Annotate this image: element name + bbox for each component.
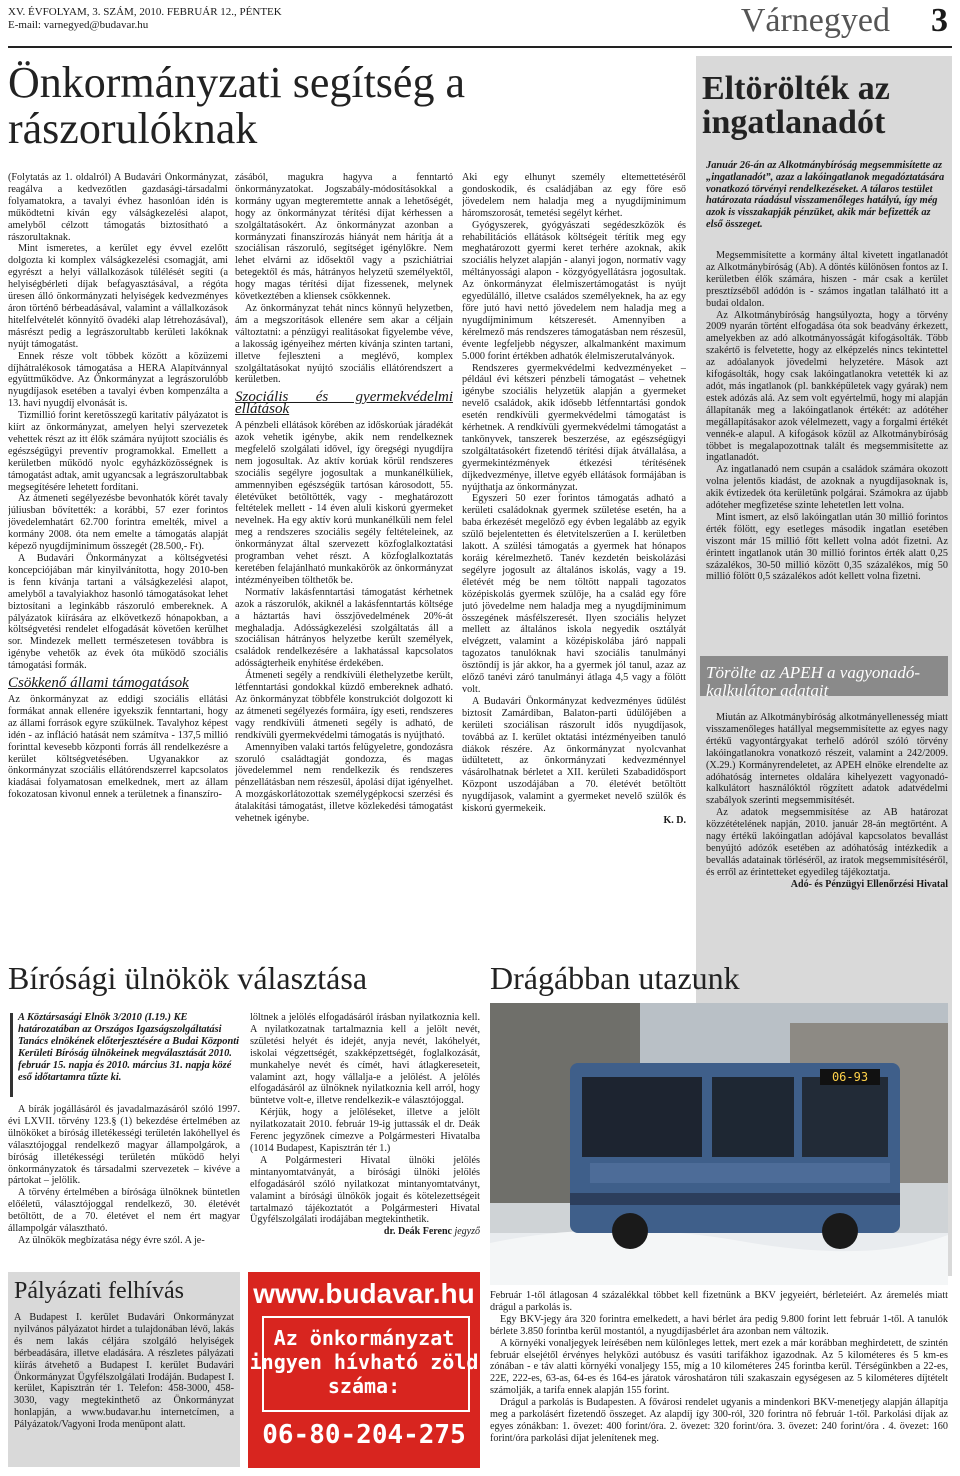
email-line[interactable]: E-mail: varnegyed@budavar.hu bbox=[8, 19, 149, 31]
ad-phone: 06-80-204-275 bbox=[262, 1420, 466, 1450]
paragraph: Egy BKV-jegy ára 320 forintra emelkedett, a havi bérlet ára pedig 9.800 forint lett február 1-től. A tanulók bérlete 3.850 forintba kerül mostantól, a nyugdíjasbérlet ára azonban nem változik. bbox=[490, 1313, 948, 1337]
paragraph: Az önkormányzat tehát nincs könnyű helyzetben, ám a megszorítások ellenére sem akar a céljain változtatni: a pénzügyi realitásokat figyelembe véve, a lakosság igényeihez mérten kívánja szinten tartani, illetve fejleszteni a meglévő, komplex szolgáltatásokat nyújtó szociális ellátórendszert a kerületben. bbox=[235, 302, 453, 386]
issue-line: XV. ÉVFOLYAM, 3. SZÁM, 2010. FEBRUÁR 12., PÉNTEK bbox=[8, 6, 282, 18]
signature-name: dr. Deák Ferenc bbox=[383, 1226, 452, 1238]
paragraph: Megsemmisítette a kormány által kivetett ingatlanadót az Alkotmánybíróság (Ab). A döntés különösen fontos az I. kerületben élők számára, hiszen - már csak a kerület presztízséből adódón is - számos ingatlan található itt a budai oldalon. bbox=[706, 250, 948, 309]
section-title-2: Drágábban utazunk bbox=[490, 960, 740, 996]
paragraph: Az átmeneti segélyezésbe bevonhatók körét tavaly júliusban bővítették: a korábbi, 57 ezer forintos jövedelemhatárt 62.700 forintra emelték, mivel a kormány 2008. óta nem emelte a támogatás alapját képező nyugdíjminimum összegét (28.500,- Ft). bbox=[8, 493, 228, 553]
paragraph: Egyszeri 50 ezer forintos támogatás adható a kerületi családoknak gyermek születése esetén, ha a baba érkezését megelőző egy évben legalább az egyik szülő bejelentetten és életvitelszerűen a I. kerületben lakott. A szülési támogatás a gyermek hat hónapos koráig kérelmezhető. Tanév kezdetén beiskolázási segélyre jogosult az általános iskolás, vagy a 19. életévét még be nem töltött nappali tagozatos középiskolás gyermek szülője, ha a család egy főre jutó jövedelme nem haladja meg a nyugdíjminimum összegének másfélszeresét. Ilyen szociális helyzet mellett az általános iskola negyedik osztályát elvégzett, valamint a középiskolába járó nappali tagozatos tanulóknak havi szociális tanulmányi ösztöndíj is jár akkor, ha a gyermek jól tanul, azaz az előző tanévi záró tanulmányi átlaga 4,5 vagy a fölött volt. bbox=[462, 493, 686, 695]
paragraph: Az adatok megsemmisítése az AB határozat közzétételének napján, 2010. január 28-án megtörtént. A nagy értékű lakóingatlan adójával kapcsolatos bevallást benyújtó adózók esetében az adóhatóság intézkedik a bevallás adatainak törléséről, az iratok megsemmisítéséről, és erről az érintetteket egyedileg tájékoztatja. bbox=[706, 807, 948, 878]
signature-role: jegyző bbox=[454, 1226, 480, 1238]
paragraph: Tizmillió forint keretösszegű karitatív pályázatot is kiírt az önkormányzat, amelyen helyi szervezetek vehettek részt az itt élők számára nyújtott szociális és egészségügyi preventív programokkal. Emellett a kerületben működő nyolc egyházközösségnek is támogatást adtak, amit ugyancsak a legrászorultabbak megsegítésére lehetett fordítani. bbox=[8, 410, 228, 493]
paragraph: Kérjük, hogy a jelöléseket, illetve a jelölt nyilatkozatait 2010. február 19-ig juttassák el dr. Deák Ferenc jegyzőnek címezve a Polgármesteri Hivatalba (1014 Budapest, Kapisztrán tér 1.) bbox=[250, 1107, 480, 1154]
paragraph: Normatív lakásfenntartási támogatást kérhetnek azok a rászorulók, akiknél a lakásfenntartás költsége a háztartás havi összjövedelmének 20%-át meghaladja. Adósságkezelési szolgáltatás áll a szociálisan hátrányos helyzetbe került személyek, családok rendelkezésére a lakhatással kapcsolatos adósságterheik enyhítése érdekében. bbox=[235, 586, 453, 670]
sidebar-body2 bbox=[706, 712, 948, 922]
paragraph: Amennyiben valaki tartós felügyeletre, gondozásra szoruló családtagját gondozza, és magas jövedelemmel nem rendelkezik és rendszeres pénzellátásban nem részesül, ápolási díjat igényelhet. A mozgáskorlátozottak személygépkocsi szerzési és átalakítási támogatást, illetve közlekedési támogatást vehetnek igénybe. bbox=[235, 741, 453, 825]
subheading: Szociális és gyermekvédelmi ellátások bbox=[235, 389, 453, 418]
paragraph: Február 1-től átlagosan 4 százalékkal többet kell fizetnünk a BKV jegyeiért, bérleteiért. Az áremelés miatt drágul a parkolás is. bbox=[490, 1290, 948, 1313]
section-title: Bírósági ülnökök választása bbox=[8, 960, 368, 996]
paragraph: Drágul a parkolás is Budapesten. A fővárosi rendelet ugyanis a mindenkori BKV-menetjegy alapján állapítja meg a parkolásért fizetendő összeget. Az alapdíj így 300-ról, 320 forintra nő február 1-től. Parkolási díjak az egyes zónákban: 1. övezet: 400 forint/óra. 2. övezet: 320 forint/óra. 3. övezet: 240 forint/óra . 4. övezet: 160 forint/óra parkolási díjat jelenítenek meg. bbox=[490, 1397, 948, 1444]
tender-title: Pályázati felhívás bbox=[14, 1278, 184, 1304]
header-rule bbox=[8, 46, 952, 48]
paragraph: A bírák jogállásáról és javadalmazásáról szóló 1997. évi LXVII. törvény 123.§ (1) bekezdése értelmében az ülnököket a bíróság illetékességi területén lakóhellyel és választójoggal rendelkező magyar állampolgárok, a bíróság illetékességi területén működő helyi önkormányzatok és társadalmi szervezetek – kivéve a pártokat – jelölik. bbox=[8, 1104, 240, 1187]
paragraph: Az ingatlanadó nem csupán a családok számára okozott volna jelentős kiadást, de azoknak a nyugdíjasoknak is, akik évtizedek óta kerületünk polgárai. Számokra az újabb adóteher megfizetése szinte lehetetlen lett volna. bbox=[706, 464, 948, 512]
article-title: Önkormányzati segítség a rászorulóknak bbox=[8, 58, 465, 153]
ad-url[interactable]: www.budavar.hu bbox=[253, 1278, 475, 1309]
subheading: Csökkenő állami támogatások bbox=[8, 675, 189, 692]
bus-route-sign: 06-93 bbox=[831, 1070, 869, 1084]
tender-body bbox=[14, 1312, 234, 1462]
issue-info bbox=[8, 6, 282, 32]
bus-photo bbox=[490, 1003, 948, 1285]
paragraph: A törvény értelmében a bírósága ülnöknek büntetlen előéletű, választójoggal rendelkező, 30. életévét betöltött, de a 70. életévet el nem ért magyar állampolgár választható. bbox=[8, 1187, 240, 1235]
paragraph: Mint ismert, az első lakóingatlan után 30 millió forintos érték fölött, egy esetleges második ingatlan esetében viszont már 15 millió főtt kellett volna adót fizetni. Az érintett ingatlanok után 30 millió forintos érték alatt 0,25 százalékos, 30-50 millió között 0,35 százalékos, míg 50 millió fölött 0,5 százalékos adót kellett volna fizetni. bbox=[706, 511, 948, 583]
article-signature: K. D. bbox=[663, 814, 686, 826]
paragraph: Aki egy elhunyt személy eltemettetéséről gondoskodik, és családjában az egy főre eső jövedelem nem haladja meg a nyugdíjminimum háromszorosát, temetési segélyt kérhet. bbox=[462, 172, 686, 219]
paragraph: Rendszeres gyermekvédelmi kedvezményeket – például évi kétszeri pénzbeli támogatást – vehetnek igénybe szociális helyzetük alapján a gyermeket nevelő családok, akik idősebb létfenntartási gondok esetén rendkívüli gyermekvédelmi támogatást is kérhetnek. A rendkívüli gyermekvédelmi támogatást a tankönyvek, tanszerek beszerzése, az egészségügyi szolgáltatásokért fizetendő térítési díjak átvállalása, a gyermekintézmények étkezési térítésének díjkedvezménye, illetve egyéb ellátások formájában is nyújthatja az önkormányzat. bbox=[462, 362, 686, 493]
article2-col2 bbox=[250, 1012, 480, 1262]
paragraph: A Budavári Önkormányzat a költségvetési koncepciójában már kinyilvánította, hogy 2010-ben is fenn kívánja tartani a válságkezelési alapot, amelyből a tavalyiakhoz hasonló támogatásokat lehet biztosítani a leginkább rászoruló embereknek. A pályázatok kiírására az elkövetkező hónapokban, a költségvetési rendelet elfogadását követően kerülhet sor. Mindezek mellett természetesen továbbra is igénybe vehetők az évek óta működő szociális támogatási formák. bbox=[8, 553, 228, 672]
sidebar-lead: Január 26-án az Alkotmánybíróság megsemmisítette az „ingatlanadót”, azaz a lakóingatlanok megadóztatására vonatkozó törvényi rendelkezéseket. A tálaros testület határozata ráadásul visszamenőleges hatályú, így még azok is visszakapják pénzüket, akik már befizették az első összeget. bbox=[706, 160, 945, 230]
paragraph: Átmeneti segély a rendkívüli élethelyzetbe került, létfenntartási gondokkal küzdő embereknek adható. Az önkormányzat többféle konstrukciót dolgozott ki az átmeneti segélyezés formáira, így eseti, rendszeres vagy rendkívüli átmeneti segély is adható, de rendkívüli gyermekvédelmi támogatás is nyújtható. bbox=[235, 670, 453, 741]
paragraph: A pénzbeli ellátások körében az időskorúak járadékát azok vehetik igénybe, akik nem rendelkeznek megfelelő szolgálati idővel, így öregségi nyugdíjra nem jogosultak. Az aktív korúak körül rendszeres szociális segélyre jogosultak a munkanélküliek, ammennyiben egészségük tartósan károsodott, 55. életévüket betöltötték, vagy - meghatározott feltételek mellett - 14 éven aluli kiskorú gyermeket nevelnek. Ha egy aktív korú munkanélküli nem felel meg a rendszeres szociális segély feltételeinek, az önkormányzat által szervezett közfoglalkoztatási programban vehet részt. A közfoglalkoztatás keretében felajánlható munkakörök az önkormányzat intézményeiben tölthetők be. bbox=[235, 420, 453, 586]
paragraph: A környéki vonaljegyek leírésében nem különleges lettek, mert ezek a már korábban meghirdetett, de szintén február elsejétől érvényes helyközi autóbusz és vasúti tarifákhoz igazodnak. Az 5 kilométeres és 5 km-es zónában - e táv alatti környéki vonaljegy 155, míg a 10 kilométeres 245 forintba kerül. Térségünkben a 22-es, 22E, 222-es, 63-as, 64-es és 164-es járatok városhatáron túli szakaszain egységesen az 5 kilométeres díjtételt számolják, a tarifa ennek alapján 155 forint. bbox=[490, 1337, 948, 1397]
paragraph: Mint ismeretes, a kerület egy évvel ezelőtt dolgozta ki komplex válságkezelési csomagját, ami egyrészt a helyi vállalkozások túlélését segíti (a helyiségbérleti díjak befagyasztásával, a régóta üresen álló önkormányzati helyiségek kedvezményes áron történő bérbeadásával, valamint a vállalkozások hitelfelvételét könnyítő övadéki alap létrehozásával), másrészt pedig a legrászorultabb kerületi lakóknak nyújt támogatást. bbox=[8, 243, 228, 350]
article2-col1 bbox=[8, 1104, 240, 1266]
article2-lead: A Köztársasági Elnök 3/2010 (I.19.) KE határozatában az Országos Igazságszolgáltatási Tanács elnökének előterjesztésére a Budai Központi Kerületi Bíróság ülnökeinek megválasztását 2010. február 15. napja és 2010. március 31. napja közé eső időtartamra tűzte ki. bbox=[18, 1012, 239, 1083]
paragraph: Ennek része volt többek között a közüzemi díjhátralékosok támogatása a HERA Alapítvánnyal együttműködve. Az Önkormányzat a legrászorulóbb nyugdíjasok esetében a tavalyi évben kompenzálta a 13. havi nyugdíj elvonását is. bbox=[8, 350, 228, 410]
bus-photo-image bbox=[490, 1003, 948, 1285]
paragraph: (Folytatás az 1. oldalról) A Budavári Önkormányzat, reagálva a kedvezőtlen gazdasági-társadalmi folyamatokra, a tavalyi évhez hasonlóan idén is működtetni kíván egy válságkezelési alapot, amelyből célzott támogatás biztosítható a rászorultaknak. bbox=[8, 172, 228, 243]
article1-col3 bbox=[462, 172, 686, 942]
masthead: Várnegyed bbox=[740, 2, 890, 39]
paragraph: Gyógyszerek, gyógyászati segédeszközök és rehabilitációs ellátások költségeit térítik meg egy meghatározott gyermi keret terhére azoknak, akik szociális helyzet alapján - alanyi jogon, normatív vagy méltányossági alapon - közgyógyellátásra jogosultak. Az önkormányzat élelmiszertámogatást is nyújt egyedülálló, illetve családos személyeknek, ha az egy főre jutó havi nettó jövedelem nem haladja meg a nyugdíjminimum kétszeresét. Amennyiben a kérelmező más rendszeres támogatásban nem részesül, évente legfeljebb négyszer, alkalmanként maximum 5.000 forint értékben adhatók élelmiszerutalványok. bbox=[462, 219, 686, 362]
sidebar-subtitle: Törölte az APEH a vagyonadó-kalkulátor adatait bbox=[706, 663, 921, 700]
paragraph: zásából, magukra hagyva a fenntartó önkormányzatokat. Jogszabály-módosításokkal a kormány ugyan megteremtette annak a lehetőségét, hogy az önkormányzat térítési díjat kérhessen a szolgáltatásokért. Az önkormányzat azonban a kormányzati finanszírozás hiányát nem hárítja át a szociálisan rászoruló, segítséget igénylőkre. Nem lehet elvárni az idősektől vagy a pszichiátriai betegektől és más, hátrányos helyzetű személyektől, hogy magas térítési díjat fizessenek, melynek következtében a kliensek csökkennek. bbox=[235, 172, 453, 303]
article1-col2 bbox=[235, 172, 453, 932]
paragraph: löltnek a jelölés elfogadásáról írásban nyilatkoznia kell. A nyilatkozatnak tartalmaznia kell a jelölt nevét, születési helyét és idejét, anyja nevét, lakóhelyét, iskolai végzettségét, szakképzettségét, foglalkozását, munkahelye nevét és címét, havi átlagkereseteit, valamint azt, hogy vállalja-e a jelölést. A jelölés elfogadásáról az ülnöknek nyilatkoznia kell arról, hogy büntetve volt-e, illetve rendelkezik-e választójoggal. bbox=[250, 1012, 480, 1107]
article1-col1 bbox=[8, 172, 228, 992]
paragraph: Az önkormányzat az eddigi szociális ellátási formákat annak ellenére igyekszik fenntartani, hogy az állami források egyre szűkülnek. Tavalyhoz képest idén - az infláció hatását nem számítva - 137,5 millió forinttal kevesebb központi forrás áll rendelkezésre a kerület költségvetésében. Ugyanakkor az önkormányzat szociális ellátórendszerrel kapcsolatos kiadásai folyamatosan emelkednek, mert az állam fokozatosan kivonul ennek a területnek a finanszíro- bbox=[8, 693, 228, 801]
article2-signature bbox=[250, 1226, 480, 1238]
sidebar-body bbox=[706, 250, 948, 650]
paragraph: A Polgármesteri Hivatal ülnöki jelölés mintanyomtatványát, a bírósági ülnöki jelölés elfogadásáról szóló nyilatkozat mintanyomtatványt, valamint a bírósági ülnökök jogait és kötelezettségeit tartalmazó tájékoztatót a Polgármesteri Hivatal Ügyfélszolgálati irodájában megtekinthetik. bbox=[250, 1154, 480, 1226]
ad-text: Az önkormányzat ingyen hívható zöld száma: bbox=[249, 1326, 479, 1398]
paragraph: Az ülnökök megbízatása négy évre szól. A je- bbox=[18, 1234, 205, 1246]
paragraph: A Budapest I. kerület Budavári Önkormányzat nyilvános pályázatot hirdet a tulajdonában lévő, lakás és nem lakás céljára szolgáló helyiségek bérbeadására, illetve eladására. A részletes pályázati kiírás átvehető a Budapest I. kerület Budavári Önkormányzat Ügyfélszolgálati Irodáján. Budapest I. kerület, Kapisztrán tér 1. Telefon: 458-3000, 458-3030, vagy megtekinthető az Önkormányzat honlapján, a www.budavar.hu internetcímen, a Pályázatok/Vagyoni Iroda menüpont alatt. bbox=[14, 1312, 234, 1431]
page-number: 3 bbox=[931, 2, 948, 39]
paragraph: Az Alkotmánybíróság hangsúlyozta, hogy a törvény 2009 nyarán történt elfogadása óta sok beadvány érkezett, amelyekben az adó alkotmányosságát kifogásolták. Több szakértő is felvetette, hogy az elképzelés nincs tekintettel az adóalanyok jövedelmi helyzetére. Mások azt kifogásolták, hogy csak lakóingatlanokra vetették ki az adót, más ingatlanok (pl. bankképületek vagy gyárak) nem estek adózás alá. Az sem volt egyértelmű, hogy mi alapján állapítanák meg a lakóingatlanok értékét: az adótéher megállapításakor azok vélelmezett, vagy a forgalmi értékét vennék-e alapul. A kifogások közül az Alkotmánybíróság többet is megalapozottnak talált és megsemmisítette az ingatlanadót. bbox=[706, 309, 948, 464]
paragraph: A Budavári Önkormányzat kedvezményes üdülést biztosít Zamárdiban, Balaton-parti üdülőjében a kerületi szociálisan rászorult idős nyugdíjasok, továbbá az I. kerület oktatási intézményeiben tanuló diákok részére. Az önkormányzat nyolcvanhat üdültetett, az önkormányzati kedvezménnyel vásárolhatnak bérletet a XII. kerületi Szabadidősport Központ uszodájában a 70. életévét betöltött nyugdíjasok, valamint a gyermeket nevelő szülők és kiskorú gyermekeik. bbox=[462, 695, 686, 815]
article3-body bbox=[490, 1290, 948, 1470]
sidebar-signature: Adó- és Pénzügyi Ellenőrzési Hivatal bbox=[790, 878, 948, 890]
paragraph: Miután az Alkotmánybíróság alkotmányellenesség miatt visszamenőleges hatállyal megsemmisítette az egyes nagy értékű vagyontárgyakat terhelő adóról szóló törvény lakóingatlanokra vonatkozó részeit, valamint a 242/2009. (X.29.) Kormányrendeletet, az APEH elnöke elrendelte az adóhatóság internetes oldalára kihelyezett vagyonadó-kalkulátort használóktól rögzített adatok adatvédelmi szabályok szerinti megsemmisítését. bbox=[706, 712, 948, 807]
sidebar-title: Eltörölték az ingatlanadót bbox=[702, 70, 890, 141]
lead-bar bbox=[10, 1013, 13, 1097]
